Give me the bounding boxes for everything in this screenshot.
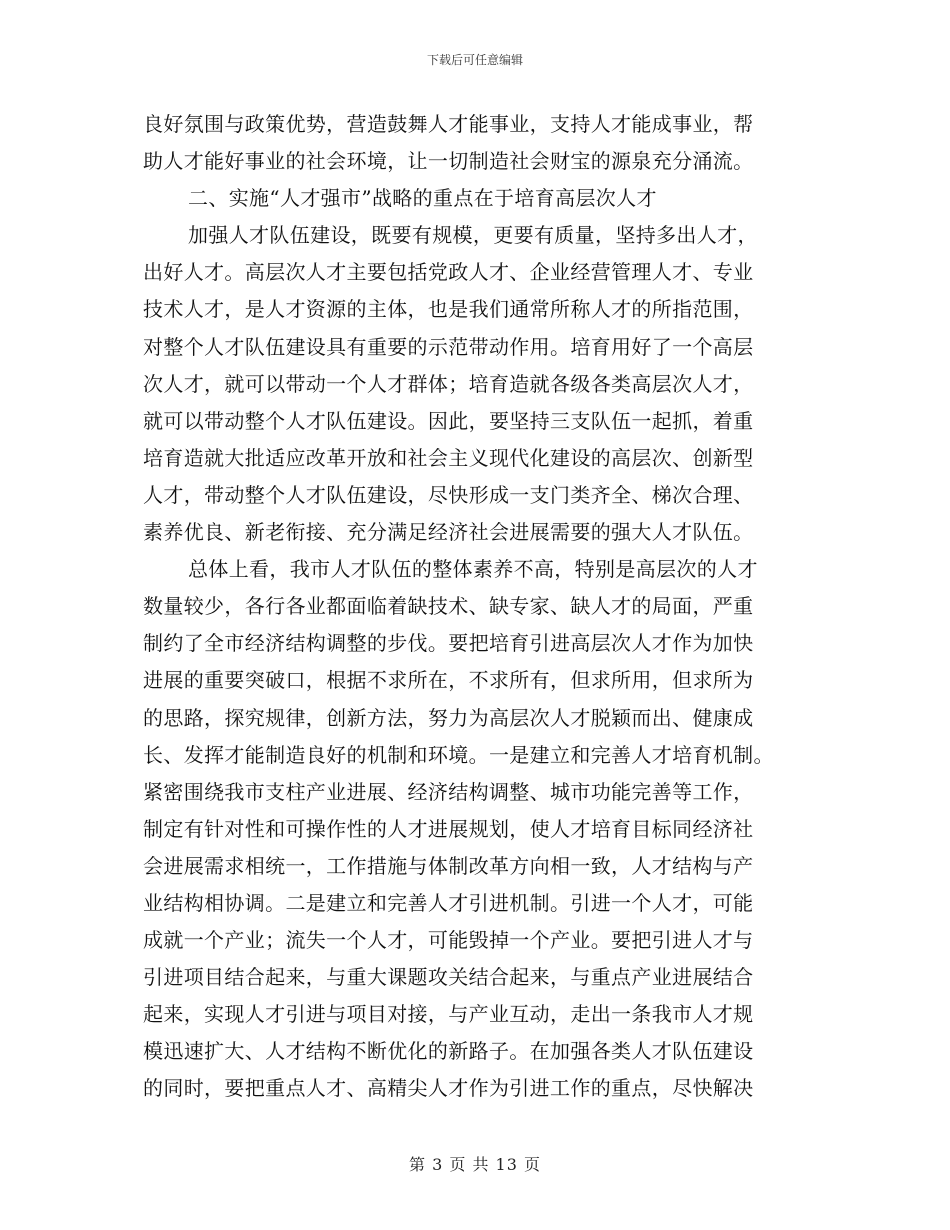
text-line: 人才，带动整个人才队伍建设，尽快形成一支门类齐全、梯次合理、 [143, 482, 754, 507]
text-line: 次人才，就可以带动一个人才群体；培育造就各级各类高层次人才， [143, 371, 754, 396]
text-line: 总体上看，我市人才队伍的整体素养不高，特别是高层次的人才 [188, 557, 758, 582]
text-line: 会进展需求相统一，工作措施与体制改革方向相一致，人才结构与产 [143, 853, 754, 878]
page-footer: 第 3 页 共 13 页 [409, 1155, 541, 1174]
text-line: 模迅速扩大、人才结构不断优化的新路子。在加强各类人才队伍建设 [143, 1039, 754, 1064]
text-line: 进展的重要突破口，根据不求所在，不求所有，但求所用，但求所为 [143, 668, 754, 693]
text-line: 素养优良、新老衔接、充分满足经济社会进展需要的强大人才队伍。 [143, 520, 754, 545]
text-line: 引进项目结合起来，与重大课题攻关结合起来，与重点产业进展结合 [143, 965, 754, 990]
text-line: 二、实施“人才强市”战略的重点在于培育高层次人才 [188, 186, 657, 211]
text-line: 业结构相协调。二是建立和完善人才引进机制。引进一个人才，可能 [143, 890, 754, 915]
text-line: 助人才能好事业的社会环境，让一切制造社会财宝的源泉充分涌流。 [143, 149, 754, 174]
text-line: 的同时，要把重点人才、高精尖人才作为引进工作的重点，尽快解决 [143, 1076, 754, 1101]
text-line: 良好氛围与政策优势，营造鼓舞人才能事业，支持人才能成事业，帮 [143, 112, 754, 136]
text-line: 培育造就大批适应改革开放和社会主义现代化建设的高层次、创新型 [143, 445, 754, 470]
text-line: 出好人才。高层次人才主要包括党政人才、企业经营管理人才、专业 [143, 260, 754, 285]
text-line: 加强人才队伍建设，既要有规模，更要有质量，坚持多出人才， [188, 223, 758, 248]
document-body [143, 106, 807, 1108]
text-line: 长、发挥才能制造良好的机制和环境。一是建立和完善人才培育机制。 [143, 742, 774, 767]
text-line: 的思路，探究规律，创新方法，努力为高层次人才脱颖而出、健康成 [143, 705, 754, 730]
text-line: 制定有针对性和可操作性的人才进展规划，使人才培育目标同经济社 [143, 816, 754, 841]
text-line: 对整个人才队伍建设具有重要的示范带动作用。培育用好了一个高层 [143, 334, 754, 359]
text-line: 起来，实现人才引进与项目对接，与产业互动，走出一条我市人才规 [143, 1002, 754, 1027]
text-line: 就可以带动整个人才队伍建设。因此，要坚持三支队伍一起抓，着重 [143, 408, 754, 433]
text-line: 数量较少，各行各业都面临着缺技术、缺专家、缺人才的局面，严重 [143, 594, 754, 619]
text-line: 成就一个产业；流失一个人才，可能毁掉一个产业。要把引进人才与 [143, 928, 754, 953]
text-line: 紧密围绕我市支柱产业进展、经济结构调整、城市功能完善等工作， [143, 779, 754, 804]
page-header: 下载后可任意编辑 [426, 53, 523, 67]
text-line: 技术人才，是人才资源的主体，也是我们通常所称人才的所指范围， [143, 297, 754, 322]
text-line: 制约了全市经济结构调整的步伐。要把培育引进高层次人才作为加快 [143, 631, 754, 656]
